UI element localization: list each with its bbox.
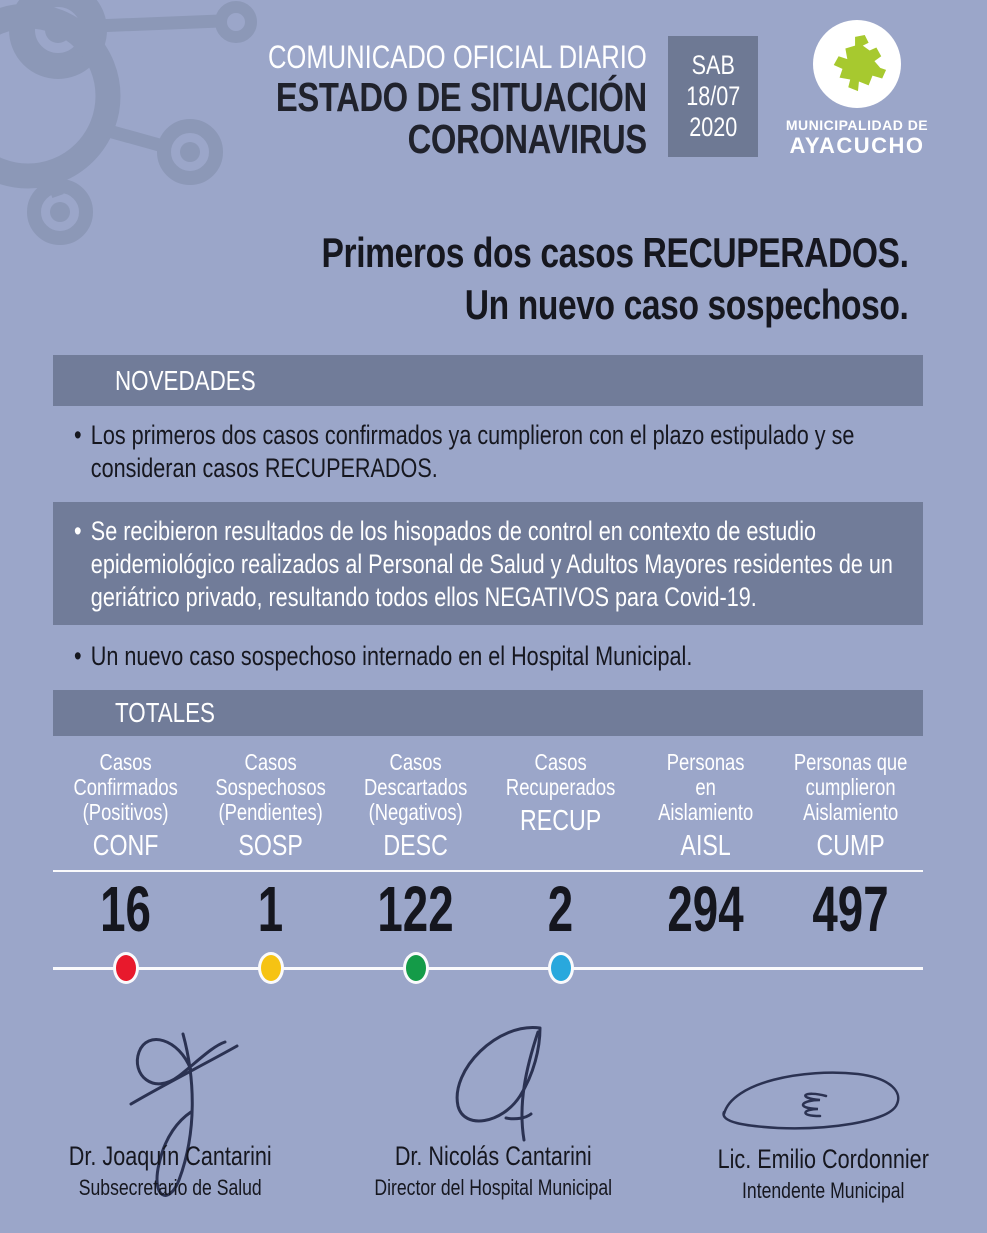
- value-desc: 122: [377, 873, 454, 945]
- date-year: 2020: [688, 112, 738, 142]
- headline-line-2: Un nuevo caso sospechoso.: [464, 281, 908, 328]
- column-code: SOSP: [238, 830, 303, 862]
- ayacucho-map-icon: [826, 33, 888, 95]
- header-line: en: [695, 774, 716, 800]
- headline: [150, 227, 908, 331]
- header-line: Recuperados: [505, 774, 616, 800]
- news-bullet-2-highlight-box: [53, 502, 923, 625]
- column-header-aisl: [633, 750, 778, 861]
- value-conf: 16: [100, 873, 151, 945]
- signatory-joaquin: [25, 1141, 315, 1201]
- header-line: Personas: [666, 749, 745, 775]
- column-code: CONF: [92, 830, 159, 862]
- column-header-desc: [343, 750, 488, 861]
- news-bullet-1-text: Los primeros dos casos confirmados ya cumplieron con el plazo estipulado y se consideran casos RECUPERADOS.: [90, 420, 855, 483]
- column-header-cump: [778, 750, 923, 861]
- signatory-role: Director del Hospital Municipal: [374, 1175, 612, 1200]
- header-line: (Negativos): [368, 799, 463, 825]
- header-line: (Positivos): [82, 799, 169, 825]
- signature-scribble-emilio: [708, 1062, 913, 1140]
- logo-org-line-1: MUNICIPALIDAD DE: [785, 117, 929, 133]
- column-header-recup: [488, 750, 633, 861]
- signatory-name: Dr. Nicolás Cantarini: [394, 1141, 592, 1171]
- title-line-1: ESTADO DE SITUACIÓN: [276, 74, 647, 120]
- section-title-totales: TOTALES: [115, 697, 216, 728]
- totals-header-row: [53, 750, 923, 861]
- news-bullet-1: [74, 419, 922, 485]
- value-sosp: 1: [257, 873, 284, 945]
- header-line: Aislamiento: [657, 799, 754, 825]
- header-line: Sospechosos: [215, 774, 326, 800]
- signatory-role: Subsecretario de Salud: [78, 1175, 262, 1200]
- header-line: Casos: [244, 749, 297, 775]
- desc-green-dot: [403, 952, 429, 984]
- logo-org-line-2: AYACUCHO: [789, 133, 925, 158]
- header-title-block: [100, 38, 647, 160]
- kicker-text: COMUNICADO OFICIAL DIARIO: [268, 39, 647, 75]
- header-line: cumplieron: [805, 774, 896, 800]
- header-line: Aislamiento: [802, 799, 899, 825]
- recup-blue-dot: [548, 952, 574, 984]
- bullet-marker: •: [74, 420, 82, 450]
- bullet-marker: •: [74, 516, 82, 546]
- headline-line-1: Primeros dos casos RECUPERADOS.: [321, 229, 908, 276]
- section-title-novedades: NOVEDADES: [115, 364, 256, 396]
- column-header-conf: [53, 750, 198, 861]
- header-line: Confirmados: [73, 774, 178, 800]
- logo-circle: [813, 20, 901, 108]
- column-header-sosp: [198, 750, 343, 861]
- value-recup: 2: [547, 873, 574, 945]
- bullet-marker: •: [74, 641, 82, 671]
- municipality-logo: [777, 20, 937, 158]
- signatory-emilio: [678, 1144, 968, 1204]
- value-cump: 497: [812, 873, 889, 945]
- date-box: [668, 36, 758, 157]
- signature-scribble-nicolas: [428, 1018, 558, 1153]
- header-line: (Pendientes): [218, 799, 323, 825]
- totals-table: [53, 750, 923, 990]
- signatory-role: Intendente Municipal: [741, 1178, 905, 1203]
- column-code: DESC: [383, 830, 448, 862]
- column-code: RECUP: [519, 805, 602, 837]
- header-line: Casos: [534, 749, 587, 775]
- date-daymonth: 18/07: [685, 81, 741, 111]
- column-code: CUMP: [816, 830, 885, 862]
- header-line: Casos: [99, 749, 152, 775]
- legend-dot-row: [53, 950, 923, 990]
- date-day: SAB: [691, 50, 735, 80]
- header-line: Personas que: [793, 749, 908, 775]
- signatory-nicolas: [348, 1141, 638, 1201]
- sosp-yellow-dot: [258, 952, 284, 984]
- title-line-2: CORONAVIRUS: [407, 116, 647, 162]
- news-bullet-3: [74, 640, 922, 673]
- signatory-name: Lic. Emilio Cordonnier: [717, 1144, 929, 1174]
- section-bar-novedades: [53, 355, 923, 406]
- column-code: AISL: [680, 830, 731, 862]
- news-bullet-2-text: Se recibieron resultados de los hisopados de control en contexto de estudio epidemiológico realizados al Personal de Salud y Adultos Mayores residentes de un geriátrico privado, resultando todos ellos NEGATIVOS para Covid-19.: [90, 516, 893, 612]
- header-line: Casos: [389, 749, 442, 775]
- value-aisl: 294: [667, 873, 744, 945]
- news-bullet-3-text: Un nuevo caso sospechoso internado en el Hospital Municipal.: [90, 641, 693, 671]
- signatory-name: Dr. Joaquín Cantarini: [68, 1141, 272, 1171]
- conf-red-dot: [113, 952, 139, 984]
- header-line: Descartados: [363, 774, 468, 800]
- totals-value-row: [53, 872, 923, 944]
- section-bar-totales: [53, 690, 923, 736]
